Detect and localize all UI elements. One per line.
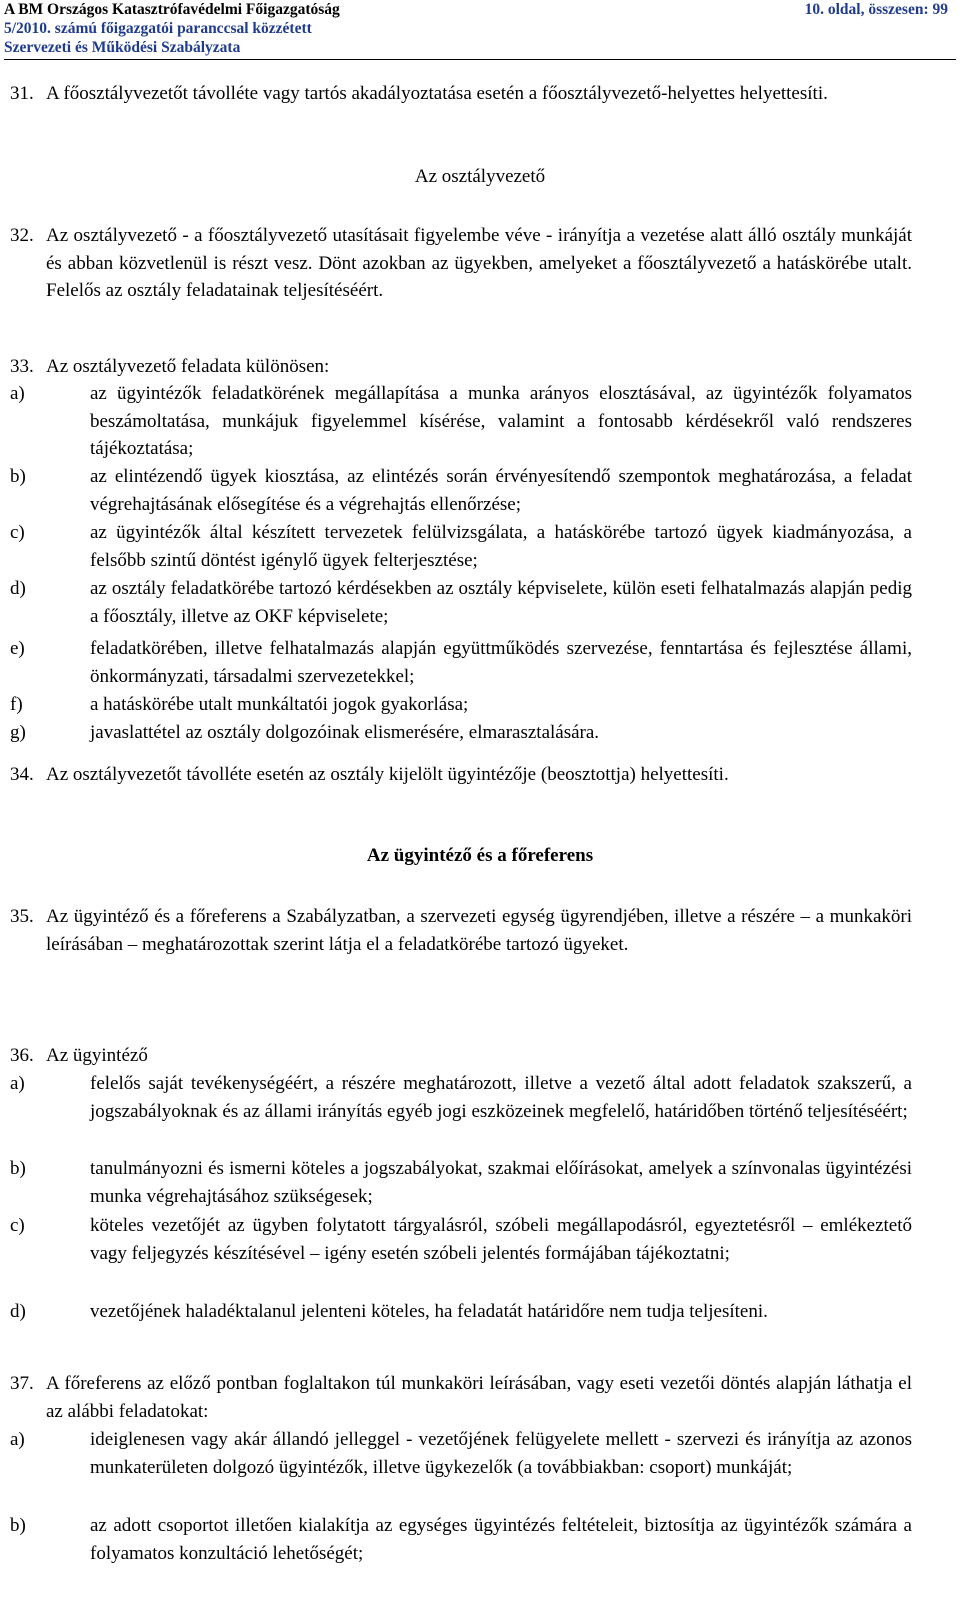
- section-heading-osztalyvezeto: Az osztályvezető: [414, 166, 546, 187]
- list-item-text: vezetőjének haladéktalanul jelenteni köteles, ha feladatát határidőre nem tudja teljesíteni.: [90, 1301, 768, 1322]
- list-item-label: b): [10, 466, 26, 487]
- section-heading-ugyintezo: Az ügyintéző és a főreferens: [366, 845, 594, 866]
- paragraph-text: Az osztályvezető - a főosztályvezető utasításait figyelembe véve - irányítja a vezetése alatt álló osztály munkáját és abban közvetlenül is részt vesz. Dönt azokban az ügyekben, amelyeket a főosztályvezető a hatáskörébe utalt. Felelős az osztály feladatainak teljesítéséért.: [46, 225, 912, 301]
- paragraph-number: 32.: [10, 225, 34, 246]
- list-item-label: f): [10, 694, 23, 715]
- paragraph-number: 34.: [10, 764, 34, 785]
- paragraph-number: 36.: [10, 1045, 34, 1066]
- list-item-label: a): [10, 1073, 25, 1094]
- paragraph-number: 31.: [10, 83, 34, 104]
- paragraph-text: Az ügyintéző: [46, 1045, 148, 1066]
- page-header: [4, 0, 948, 62]
- list-item-label: c): [10, 1215, 25, 1236]
- paragraph-text: Az ügyintéző és a főreferens a Szabályzatban, a szervezeti egység ügyrendjében, illetve a részére – a munkaköri leírásában – meghatározottak szerint látja el a feladatkörébe tartozó ügyeket.: [46, 906, 912, 955]
- list-item-text: felelős saját tevékenységéért, a részére meghatározott, illetve a vezető által adott feladatok szakszerű, a jogszabályoknak és az állami irányítás egyéb jogi eszközeinek megfelelő, határidőben történő teljesítéséért;: [90, 1073, 912, 1122]
- list-item-label: e): [10, 638, 25, 659]
- header-divider: [4, 59, 956, 60]
- paragraph-number: 35.: [10, 906, 34, 927]
- list-item-text: az osztály feladatkörébe tartozó kérdésekben az osztály képviselete, külön eseti felhatalmazás alapján pedig a főosztály, illetve az OKF képviselete;: [90, 578, 912, 627]
- paragraph-text: Az osztályvezető feladata különösen:: [46, 356, 330, 377]
- header-page-info: 10. oldal, összesen: 99: [804, 1, 948, 18]
- header-regulation: Szervezeti és Működési Szabályzata: [4, 39, 241, 56]
- list-item-text: tanulmányozni és ismerni köteles a jogszabályokat, szakmai előírásokat, amelyek a színvonalas ügyintézési munka végrehajtásához szükségesek;: [90, 1158, 912, 1207]
- list-item-text: feladatkörében, illetve felhatalmazás alapján együttműködés szervezése, fenntartása és fejlesztése állami, önkormányzati, társadalmi szervezetekkel;: [90, 638, 912, 687]
- list-item-label: d): [10, 1301, 26, 1322]
- list-item-label: b): [10, 1158, 26, 1179]
- list-item-text: ideiglenesen vagy akár állandó jelleggel - vezetőjének felügyelete mellett - szervezi és irányítja az azonos munkaterületen dolgozó ügyintézők, illetve ügykezelők (a továbbiakban: csoport) munkáját;: [90, 1429, 912, 1478]
- list-item-text: a hatáskörébe utalt munkáltatói jogok gyakorlása;: [90, 694, 469, 715]
- list-item-text: köteles vezetőjét az ügyben folytatott tárgyalásról, szóbeli megállapodásról, egyeztetésről – emlékeztető vagy feljegyzés készítésével – igény esetén szóbeli jelentés formájában tájékoztatni;: [90, 1215, 912, 1264]
- list-item-text: az ügyintézők által készített tervezetek felülvizsgálata, a hatáskörébe tartozó ügyek kiadmányozása, a felsőbb szintű döntést igénylő ügyek felterjesztése;: [90, 522, 912, 571]
- list-item-label: a): [10, 383, 25, 404]
- paragraph-number: 37.: [10, 1373, 34, 1394]
- list-item-text: az adott csoportot illetően kialakítja az egységes ügyintézés feltételeit, biztosítja az ügyintézők számára a folyamatos konzultáció lehetőségét;: [90, 1515, 912, 1564]
- paragraph-text: Az osztályvezetőt távolléte esetén az osztály kijelölt ügyintézője (beosztottja) helyettesíti.: [46, 764, 729, 785]
- list-item-label: d): [10, 578, 26, 599]
- paragraph-text: A főosztályvezetőt távolléte vagy tartós akadályoztatása esetén a főosztályvezető-helyettes helyettesíti.: [46, 83, 828, 104]
- paragraph-text: A főreferens az előző pontban foglaltakon túl munkaköri leírásában, vagy eseti vezetői döntés alapján láthatja el az alábbi feladatokat:: [46, 1373, 912, 1422]
- header-decree: 5/2010. számú főigazgatói paranccsal közzétett: [4, 20, 312, 37]
- list-item-label: g): [10, 722, 26, 743]
- header-organization: A BM Országos Katasztrófavédelmi Főigazgatóság: [4, 1, 340, 18]
- list-item-text: javaslattétel az osztály dolgozóinak elismerésére, elmarasztalására.: [90, 722, 600, 743]
- list-item-label: b): [10, 1515, 26, 1536]
- list-item-text: az ügyintézők feladatkörének megállapítása a munka arányos elosztásával, az ügyintézők folyamatos beszámoltatása, munkájuk figyelemmel kísérése, valamint a fontosabb kérdésekről való rendszeres tájékoztatása;: [90, 383, 912, 459]
- list-item-text: az elintézendő ügyek kiosztása, az elintézés során érvényesítendő szempontok meghatározása, a feladat végrehajtásának elősegítése és a végrehajtás ellenőrzése;: [90, 466, 912, 515]
- paragraph-number: 33.: [10, 356, 34, 377]
- list-item-label: a): [10, 1429, 25, 1450]
- list-item-label: c): [10, 522, 25, 543]
